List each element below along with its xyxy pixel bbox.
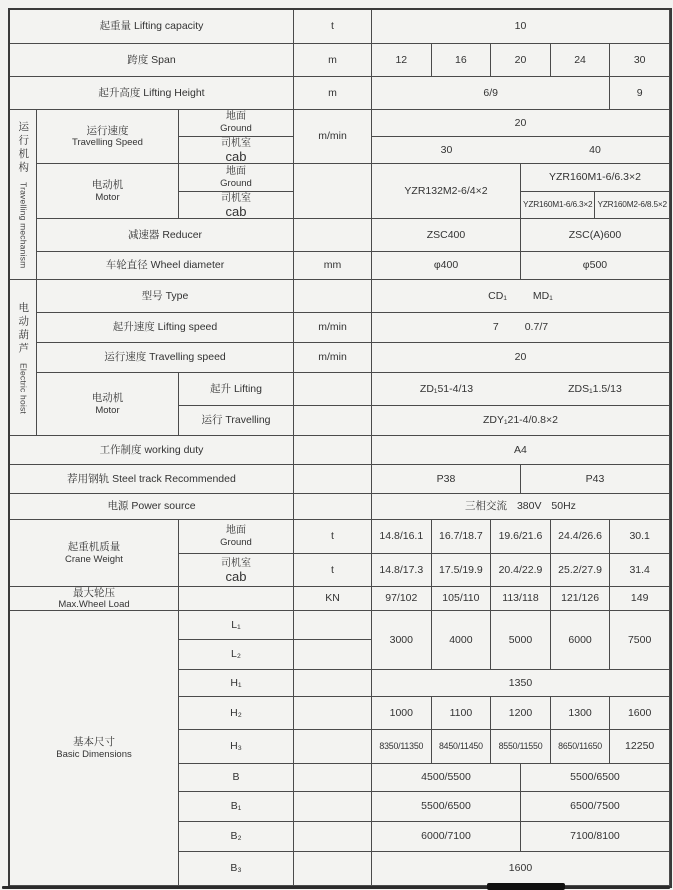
sub-label-cab: 司机室 cab bbox=[179, 137, 294, 164]
crane-weight-value: 24.4/26.6 bbox=[551, 520, 611, 554]
span-value: 24 bbox=[551, 44, 611, 77]
max-wheel-load-value: 149 bbox=[610, 587, 670, 611]
power-source-value: 三相交流 380V 50Hz bbox=[372, 494, 670, 520]
empty-cell bbox=[294, 164, 372, 219]
motor-model-cab: YZR160M2-6/8.5×2 bbox=[595, 192, 669, 219]
lifting-height-label: 起升高度 Lifting Height bbox=[10, 77, 294, 110]
travelling-speed-label: 运行速度 Travelling Speed bbox=[37, 110, 179, 164]
dim-h3-value: 8450/11450 bbox=[432, 730, 492, 764]
power-source-label: 电源 Power source bbox=[10, 494, 294, 520]
reducer-value: ZSC400 bbox=[372, 219, 521, 252]
dim-label-h1: H₁ bbox=[179, 670, 294, 697]
hoist-motor-label: 电动机 Motor bbox=[37, 373, 179, 436]
crane-weight-unit: t bbox=[294, 554, 372, 587]
span-value: 20 bbox=[491, 44, 551, 77]
dim-h3-value: 12250 bbox=[610, 730, 670, 764]
hoist-type-label: 型号 Type bbox=[37, 280, 294, 313]
crane-weight-value: 31.4 bbox=[610, 554, 670, 587]
dim-label-b1: B₁ bbox=[179, 792, 294, 822]
basic-dimensions-label: 基本尺寸 Basic Dimensions bbox=[10, 611, 179, 886]
crane-weight-value: 30.1 bbox=[610, 520, 670, 554]
crane-weight-value: 14.8/16.1 bbox=[372, 520, 432, 554]
dim-h2-value: 1300 bbox=[551, 697, 611, 730]
dim-label-b: B bbox=[179, 764, 294, 792]
steel-track-label: 荐用钢轨 Steel track Recommended bbox=[10, 465, 294, 494]
dim-b3-value: 1600 bbox=[372, 852, 670, 886]
motor-model-main: YZR132M2-6/4×2 bbox=[372, 164, 521, 219]
crane-weight-value: 25.2/27.9 bbox=[551, 554, 611, 587]
travelling-speed-unit: m/min bbox=[294, 110, 372, 164]
empty-cell bbox=[294, 611, 372, 640]
travelling-speed-ground-value: 20 bbox=[372, 110, 670, 137]
lifting-capacity-value: 10 bbox=[372, 10, 670, 44]
dim-label-h3: H₃ bbox=[179, 730, 294, 764]
dim-b1-value: 6500/7500 bbox=[521, 792, 670, 822]
hoist-lifting-speed-unit: m/min bbox=[294, 313, 372, 343]
max-wheel-load-value: 105/110 bbox=[432, 587, 492, 611]
empty-cell bbox=[294, 494, 372, 520]
sub-label-travelling: 运行 Travelling bbox=[179, 406, 294, 436]
dim-label-l2: L₂ bbox=[179, 640, 294, 670]
sub-label-cab: 司机室 cab bbox=[179, 192, 294, 219]
hoist-travelling-speed-unit: m/min bbox=[294, 343, 372, 373]
span-unit: m bbox=[294, 44, 372, 77]
empty-cell bbox=[294, 697, 372, 730]
sub-label-ground: 地面 Ground bbox=[179, 110, 294, 137]
crane-weight-value: 16.7/18.7 bbox=[432, 520, 492, 554]
working-duty-value: A4 bbox=[372, 436, 670, 465]
max-wheel-load-value: 97/102 bbox=[372, 587, 432, 611]
span-value: 16 bbox=[432, 44, 492, 77]
span-value: 12 bbox=[372, 44, 432, 77]
travelling-speed-cab-value: 30 bbox=[372, 137, 521, 164]
scan-artifact-line bbox=[2, 886, 670, 889]
empty-cell bbox=[294, 640, 372, 670]
spec-table bbox=[8, 8, 672, 888]
travelling-motor-label: 电动机 Motor bbox=[37, 164, 179, 219]
empty-cell bbox=[294, 822, 372, 852]
dim-h3-value: 8550/11550 bbox=[491, 730, 551, 764]
empty-cell bbox=[294, 436, 372, 465]
reducer-value: ZSC(A)600 bbox=[521, 219, 670, 252]
max-wheel-load-value: 113/118 bbox=[491, 587, 551, 611]
empty-cell bbox=[294, 764, 372, 792]
wheel-diameter-value: φ400 bbox=[372, 252, 521, 280]
steel-track-value: P38 bbox=[372, 465, 521, 494]
empty-cell bbox=[179, 587, 294, 611]
sub-label-ground: 地面 Ground bbox=[179, 520, 294, 554]
crane-weight-unit: t bbox=[294, 520, 372, 554]
lifting-capacity-label: 起重量 Lifting capacity bbox=[10, 10, 294, 44]
section-electric-hoist-text: 电动葫芦Electric hoist bbox=[17, 301, 30, 414]
dim-h2-value: 1100 bbox=[432, 697, 492, 730]
hoist-lifting-speed-label: 起升速度 Lifting speed bbox=[37, 313, 294, 343]
dim-b2-value: 6000/7100 bbox=[372, 822, 521, 852]
travelling-speed-cab-value: 40 bbox=[521, 137, 670, 164]
section-travelling-mechanism-text: 运行机构Travelling mechanism bbox=[17, 120, 30, 269]
scan-artifact-mark bbox=[487, 883, 565, 890]
hoist-travelling-speed-label: 运行速度 Travelling speed bbox=[37, 343, 294, 373]
span-label: 跨度 Span bbox=[10, 44, 294, 77]
lifting-height-value-30m: 9 bbox=[610, 77, 670, 110]
empty-cell bbox=[294, 280, 372, 313]
motor-model-ground-right: YZR160M1-6/6.3×2 bbox=[521, 164, 670, 192]
lifting-capacity-unit: t bbox=[294, 10, 372, 44]
empty-cell bbox=[294, 406, 372, 436]
max-wheel-load-unit: KN bbox=[294, 587, 372, 611]
section-electric-hoist bbox=[10, 280, 37, 436]
dim-l-value: 4000 bbox=[432, 611, 492, 670]
wheel-diameter-label: 车轮直径 Wheel diameter bbox=[37, 252, 294, 280]
hoist-motor-travelling-value: ZDY₁21-4/0.8×2 bbox=[372, 406, 670, 436]
hoist-motor-lifting-value: ZD₁51-4/13 bbox=[372, 373, 521, 406]
sub-label-cab: 司机室 cab bbox=[179, 554, 294, 587]
dim-h1-value: 1350 bbox=[372, 670, 670, 697]
span-value: 30 bbox=[610, 44, 670, 77]
dim-l-value: 6000 bbox=[551, 611, 611, 670]
crane-weight-value: 19.6/21.6 bbox=[491, 520, 551, 554]
empty-cell bbox=[294, 373, 372, 406]
hoist-type-value: CD₁ MD₁ bbox=[372, 280, 670, 313]
motor-model-cab: YZR160M1-6/6.3×2 bbox=[521, 192, 595, 219]
dim-label-h2: H₂ bbox=[179, 697, 294, 730]
max-wheel-load-value: 121/126 bbox=[551, 587, 611, 611]
dim-h2-value: 1000 bbox=[372, 697, 432, 730]
sub-label-ground: 地面 Ground bbox=[179, 164, 294, 192]
empty-cell bbox=[294, 792, 372, 822]
crane-weight-label: 起重机质量 Crane Weight bbox=[10, 520, 179, 587]
hoist-motor-lifting-value: ZDS₁1.5/13 bbox=[521, 373, 670, 406]
sub-label-lifting: 起升 Lifting bbox=[179, 373, 294, 406]
dim-l-value: 3000 bbox=[372, 611, 432, 670]
dim-h2-value: 1200 bbox=[491, 697, 551, 730]
dim-l-value: 5000 bbox=[491, 611, 551, 670]
empty-cell bbox=[294, 465, 372, 494]
crane-weight-value: 17.5/19.9 bbox=[432, 554, 492, 587]
steel-track-value: P43 bbox=[521, 465, 670, 494]
dim-b-value: 5500/6500 bbox=[521, 764, 670, 792]
empty-cell bbox=[294, 219, 372, 252]
dim-b2-value: 7100/8100 bbox=[521, 822, 670, 852]
reducer-label: 减速器 Reducer bbox=[37, 219, 294, 252]
lifting-height-unit: m bbox=[294, 77, 372, 110]
hoist-lifting-speed-value: 7 0.7/7 bbox=[372, 313, 670, 343]
empty-cell bbox=[294, 670, 372, 697]
dim-b1-value: 5500/6500 bbox=[372, 792, 521, 822]
wheel-diameter-unit: mm bbox=[294, 252, 372, 280]
lifting-height-value: 6/9 bbox=[372, 77, 610, 110]
dim-h3-value: 8350/11350 bbox=[372, 730, 432, 764]
section-travelling-mechanism bbox=[10, 110, 37, 280]
empty-cell bbox=[294, 730, 372, 764]
crane-weight-value: 14.8/17.3 bbox=[372, 554, 432, 587]
working-duty-label: 工作制度 working duty bbox=[10, 436, 294, 465]
dim-l-value: 7500 bbox=[610, 611, 670, 670]
max-wheel-load-label: 最大轮压 Max.Wheel Load bbox=[10, 587, 179, 611]
dim-label-b2: B₂ bbox=[179, 822, 294, 852]
crane-weight-value: 20.4/22.9 bbox=[491, 554, 551, 587]
wheel-diameter-value: φ500 bbox=[521, 252, 670, 280]
hoist-travelling-speed-value: 20 bbox=[372, 343, 670, 373]
empty-cell bbox=[294, 852, 372, 886]
dim-b-value: 4500/5500 bbox=[372, 764, 521, 792]
dim-label-b3: B₃ bbox=[179, 852, 294, 886]
dim-h2-value: 1600 bbox=[610, 697, 670, 730]
dim-label-l1: L₁ bbox=[179, 611, 294, 640]
dim-h3-value: 8650/11650 bbox=[551, 730, 611, 764]
